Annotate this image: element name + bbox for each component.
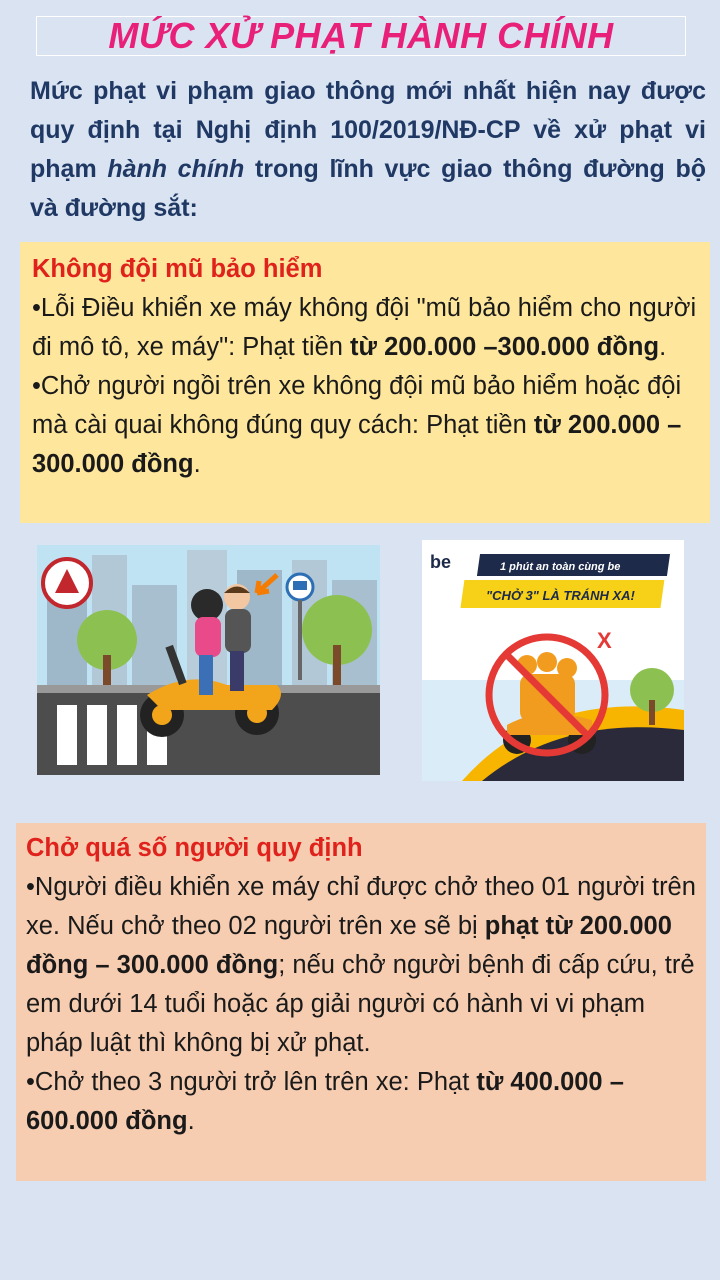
title-box bbox=[36, 16, 686, 56]
section-no-helmet bbox=[20, 242, 710, 523]
fine-amount: từ 200.000 – 300.000 đồng bbox=[32, 411, 682, 478]
fine-amount: phạt từ 200.000 đồng – 300.000 đồng bbox=[26, 912, 672, 979]
cross-mark: X bbox=[597, 628, 612, 653]
item-end: . bbox=[193, 450, 201, 478]
list-item bbox=[32, 289, 698, 367]
list-item bbox=[26, 868, 696, 1063]
intro-part1: Mức phạt vi phạm giao thông mới nhất hiện nay được quy định tại Nghị định 100/2019/NĐ-CP về xử phạt vi phạm bbox=[30, 77, 706, 183]
intro-paragraph bbox=[30, 72, 706, 228]
section-overload bbox=[16, 823, 706, 1181]
tagline-line1: 1 phút an toàn cùng be bbox=[500, 561, 621, 573]
brand-logo: be bbox=[430, 552, 452, 572]
item-text: •Chở theo 3 người trở lên trên xe: Phạt bbox=[26, 1068, 477, 1096]
section-heading: Không đội mũ bảo hiểm bbox=[32, 255, 323, 283]
helmet-rider-illustration bbox=[37, 545, 380, 775]
intro-part2: trong lĩnh vực giao thông đường bộ và đường sắt: bbox=[30, 155, 706, 222]
item-text: •Lỗi Điều khiển xe máy không đội "mũ bảo hiểm cho người đi mô tô, xe máy": Phạt tiền bbox=[32, 294, 697, 361]
tagline-line2: "CHỞ 3" LÀ TRÁNH XA! bbox=[486, 588, 635, 603]
section-heading: Chở quá số người quy định bbox=[26, 834, 363, 862]
item-end: ; nếu chở người bệnh đi cấp cứu, trẻ em dưới 14 tuổi hoặc áp giải người có hành vi vi phạm pháp luật thì không bị xử phạt. bbox=[26, 951, 695, 1057]
item-end: . bbox=[659, 333, 667, 361]
fine-amount: từ 400.000 – 600.000 đồng bbox=[26, 1068, 624, 1135]
intro-italic: hành chính bbox=[107, 155, 245, 183]
item-end: . bbox=[187, 1107, 195, 1135]
list-item bbox=[26, 1063, 696, 1141]
item-text: •Chở người ngồi trên xe không đội mũ bảo hiểm hoặc đội mà cài quai không đúng quy cách: Phạt tiền bbox=[32, 372, 682, 439]
list-item bbox=[32, 367, 698, 484]
page-title: MỨC XỬ PHẠT HÀNH CHÍNH bbox=[108, 15, 614, 56]
no-three-riders-illustration bbox=[422, 540, 684, 781]
item-text: •Người điều khiển xe máy chỉ được chở theo 01 người trên xe. Nếu chở theo 02 người trên xe sẽ bị bbox=[26, 873, 696, 940]
fine-amount: từ 200.000 –300.000 đồng bbox=[350, 333, 660, 361]
